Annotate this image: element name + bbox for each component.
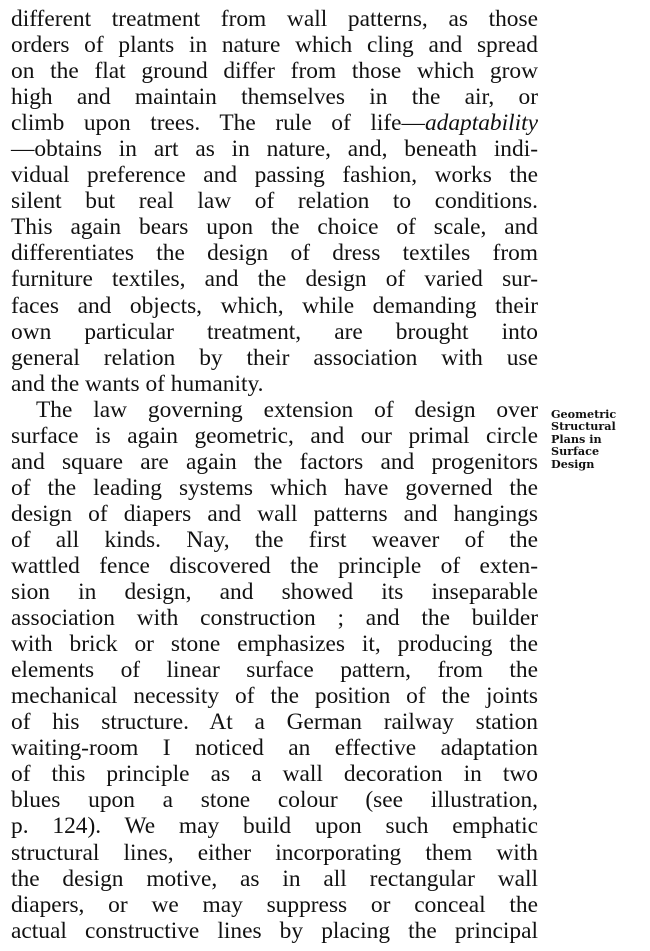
text-line: and the wants of humanity. (11, 370, 264, 397)
text-line: structural lines, either incorporating them with (11, 839, 538, 866)
text-line: differentiates the design of dress textiles from (11, 240, 538, 267)
text-line: design of diapers and wall patterns and hangings (11, 500, 538, 527)
text-line: waiting-room I noticed an effective adaptation (11, 735, 538, 762)
text-line: furniture textiles, and the design of varied sur- (11, 266, 538, 293)
text-line: of his structure. At a German railway station (11, 709, 538, 736)
sidenote-line: Plans in (551, 431, 602, 446)
text-line: This again bears upon the choice of scale, and (11, 214, 538, 241)
text-line: —obtains in art as in nature, and, beneath indi- (11, 136, 538, 163)
text-line: own particular treatment, are brought into (11, 318, 538, 345)
text-line: association with construction ; and the builder (11, 605, 538, 632)
margin-sidenote (551, 408, 650, 470)
text-line: on the flat ground differ from those which grow (11, 58, 538, 85)
text-line: p. 124). We may build upon such emphatic (11, 813, 538, 840)
text-line: vidual preference and passing fashion, works the (11, 162, 538, 189)
sidenote-line: Design (551, 456, 595, 471)
sidenote-line: Surface (551, 444, 600, 459)
italic-emphasis: adaptability (424, 110, 538, 137)
text-line: blues upon a stone colour (see illustration, (11, 787, 538, 814)
text-line: mechanical necessity of the position of the joints (11, 683, 538, 710)
text-line: The law governing extension of design over (36, 396, 538, 423)
text-line-with-italic (11, 110, 538, 136)
body-text (11, 6, 538, 944)
text-line: of this principle as a wall decoration in two (11, 761, 538, 788)
text-line: sion in design, and showed its inseparable (11, 579, 538, 606)
text-line: high and maintain themselves in the air, or (11, 84, 538, 111)
text-line: actual constructive lines by placing the principal (11, 917, 538, 944)
sidenote-line: Structural (551, 419, 616, 434)
text-line: wattled fence discovered the principle of exten- (11, 552, 538, 579)
text-line: elements of linear surface pattern, from the (11, 657, 538, 684)
sidenote-line: Geometric (551, 407, 617, 421)
text-line: diapers, or we may suppress or conceal the (11, 891, 538, 918)
text-segment: climb upon trees. The rule of life— (11, 110, 425, 137)
text-line: silent but real law of relation to conditions. (11, 188, 538, 215)
text-line: of all kinds. Nay, the first weaver of the (11, 526, 538, 553)
text-line: surface is again geometric, and our primal circle (11, 422, 538, 449)
text-line: and square are again the factors and progenitors (11, 448, 538, 475)
text-line: of the leading systems which have governed the (11, 474, 538, 501)
text-line: faces and objects, which, while demanding their (11, 292, 538, 319)
paragraph-2 (11, 397, 538, 944)
paragraph-1 (11, 6, 538, 397)
text-line: the design motive, as in all rectangular wall (11, 865, 538, 892)
text-line: with brick or stone emphasizes it, producing the (11, 631, 538, 658)
text-line: orders of plants in nature which cling and spread (11, 32, 538, 59)
text-line: general relation by their association with use (11, 344, 538, 371)
text-line: different treatment from wall patterns, as those (11, 6, 538, 32)
